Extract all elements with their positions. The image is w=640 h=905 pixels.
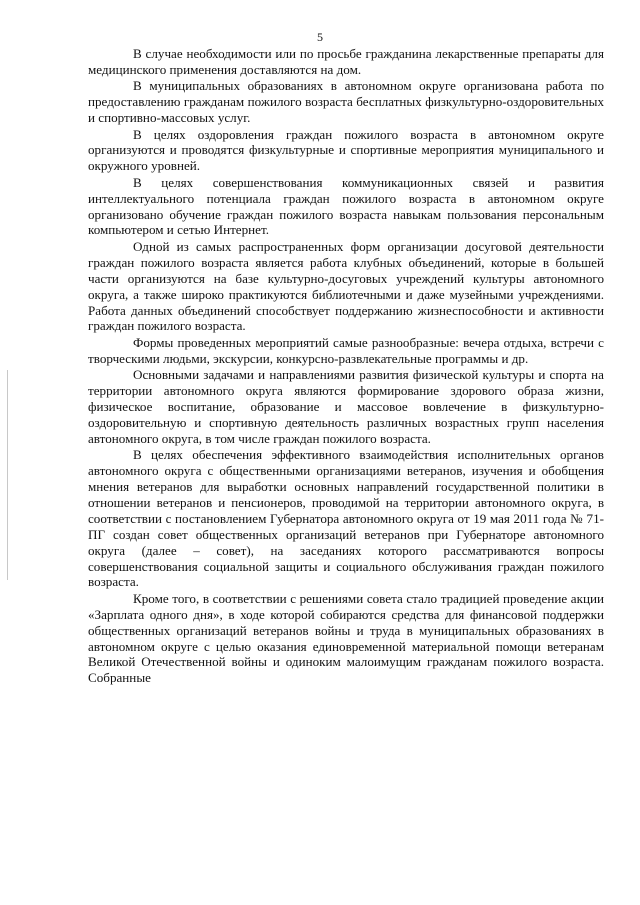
paragraph-computer-training: В целях совершенствования коммуникационных связей и развития интеллектуального потенциала граждан пожилого возраста в автономном округе организовано обучение граждан пожилого возраста навыкам пользования персональным компьютером и сетью Интернет. [88, 174, 604, 238]
paragraph-health-events: В целях оздоровления граждан пожилого возраста в автономном округе организуются и проводятся физкультурные и спортивные мероприятия муниципального и окружного уровней. [88, 126, 604, 174]
paragraph-club-associations: Одной из самых распространенных форм организации досуговой деятельности граждан пожилого возраста является работа клубных объединений, которые в большей части организуются на базе культурно-досуговых учреждений культуры автономного округа, а также широко практикуются библиотечными и даже музейными учреждениями. Работа данных объединений способствует поддержанию жизнеспособности и активности граждан пожилого возраста. [88, 238, 604, 334]
scan-edge-mark [7, 370, 8, 580]
paragraph-event-forms: Формы проведенных мероприятий самые разнообразные: вечера отдыха, встречи с творческими людьми, экскурсии, конкурсно-развлекательные программы и др. [88, 334, 604, 366]
paragraph-one-day-salary-campaign: Кроме того, в соответствии с решениями совета стало традицией проведение акции «Зарплата одного дня», в ходе которой собираются средства для финансовой поддержки общественных организаций ветеранов войны и труда в муниципальных образованиях в автономном округе с целью оказания единовременной материальной помощи ветеранам Великой Отечественной войны и одиноким малоимущим гражданам пожилого возраста. Собранные [88, 590, 604, 686]
paragraph-physical-culture: Основными задачами и направлениями развития физической культуры и спорта на территории автономного округа являются формирование здорового образа жизни, физическое воспитание, образование и массовое вовлечение в физкультурно-оздоровительную и спортивную деятельность различных возрастных групп населения автономного округа, в том числе граждан пожилого возраста. [88, 367, 604, 446]
paragraph-veterans-council: В целях обеспечения эффективного взаимодействия исполнительных органов автономного округа с общественными организациями ветеранов, изучения и обобщения мнения ветеранов для выработки основных направлений государственной политики в отношении ветеранов и пенсионеров, проводимой на территории автономного округа, в соответствии с постановлением Губернатора автономного округа от 19 мая 2011 года № 71-ПГ создан совет общественных организаций ветеранов при Губернаторе автономного округа (далее – совет), на заседаниях которого рассматриваются вопросы совершенствования социальной защиты и социального обслуживания граждан пожилого возраста. [88, 447, 604, 590]
paragraph-free-sports-services: В муниципальных образованиях в автономном округе организована работа по предоставлению гражданам пожилого возраста бесплатных физкультурно-оздоровительных и спортивно-массовых услуг. [88, 78, 604, 126]
paragraph-medicine-delivery: В случае необходимости или по просьбе гражданина лекарственные препараты для медицинского применения доставляются на дом. [88, 46, 604, 77]
document-body [88, 46, 604, 687]
page-number: 5 [317, 30, 323, 44]
